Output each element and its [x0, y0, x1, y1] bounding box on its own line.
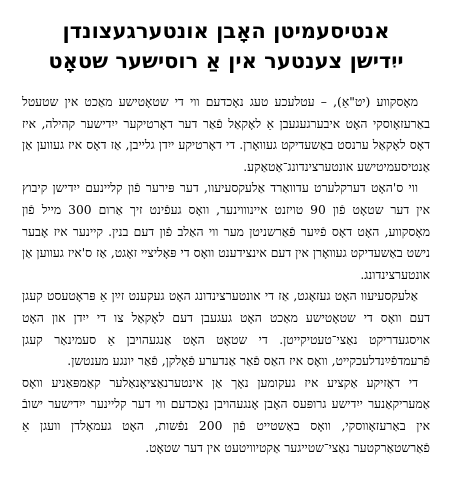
news-article — [22, 10, 430, 459]
headline-line-1: אנטיסעמיטן האָבן אונטערגעצונדן — [62, 19, 390, 43]
article-paragraph-2: ווי ס'האָט דערקלערט עדוואַרד אַלעקסעיעוו, דער פּירער פֿון קליינעם ייִדישן קיבוץ אין דער שטאָט פֿון 90 טויזנט איינוווינער, וואָס געפֿינט זיך אַרום 300 מייל פֿון מאָסקווע, האָט דאָס פֿײַער פֿאַרשניטן מער ווי האַלב פֿון דעם בנין. קיינער איז אָבער נישט באַשעדיקט געוואָרן אין דעם אינצידענט וואָס די פּאָליציי זאָגט, אַז ס'איז געווען אַן אונטערצינדונג. — [22, 181, 431, 282]
headline-line-2: ייִדישן צענטער אין אַ רוסישער שטאָט — [48, 49, 404, 73]
article-paragraph-3: אַלעקסעיעוו האָט געזאָגט, אַז די אונטערצינדונג האָט געקענט זײַן אַ פּראָטעסט קעגן דעם וואָס די שטאָטישע מאַכט האָט געגעבן דעם לאָקאַל צו די ייִדן און האָט אויסגעדריקט נאַצי־טעטיקייטן. די שטאָט האָט אַנגעהויבן אַ סעמינאַר קעגן פֿרעמדפֿײַנדלעכקייט, וואָס איז האַס פֿאַר אַנדערע פֿאָלקן, פֿאַר יונגע מענטשן. — [22, 289, 430, 369]
article-paragraph-1: מאָסקווע (יט"אַ), – עטלעכע טעג נאָכדעם ווי די שטאָטישע מאַכט אין שטעטל באַרעזאָוסקי האָט איבערגעגעבן אַ לאָקאַל פֿאַר דער דאָרטיקער ייִדישער קהילה, איז דאָס לאָקאַל ערנסט באַשעדיקט געוואָרן. די דאָרטיקע ייִדן גלייבן, אַז דאָס איז געווען אַן אַנטיסעמיטישע אונטערצינדונג־אַטאַקע. — [22, 95, 430, 174]
article-paragraph-4: די דאָזיקע אַקציע איז געקומען נאָך אַן אינטערנאַציאָנאַלער קאַמפּאַניע וואָס אַמעריקאַנער ייִדישע גרופּעס האָבן אָנגעהויבן נאָכדעם ווי דער קליינער ייִדישער ישובֿ אין באַרעזאָווסקי, וואָס באַשטייט פֿון 200 נפֿשות, האָט געמאָלדן וועגן אַ פֿאַרשטאַרקטער נאַצי־שטייגער אַקטיוויטעט אין דער שטאָט. — [22, 375, 430, 455]
